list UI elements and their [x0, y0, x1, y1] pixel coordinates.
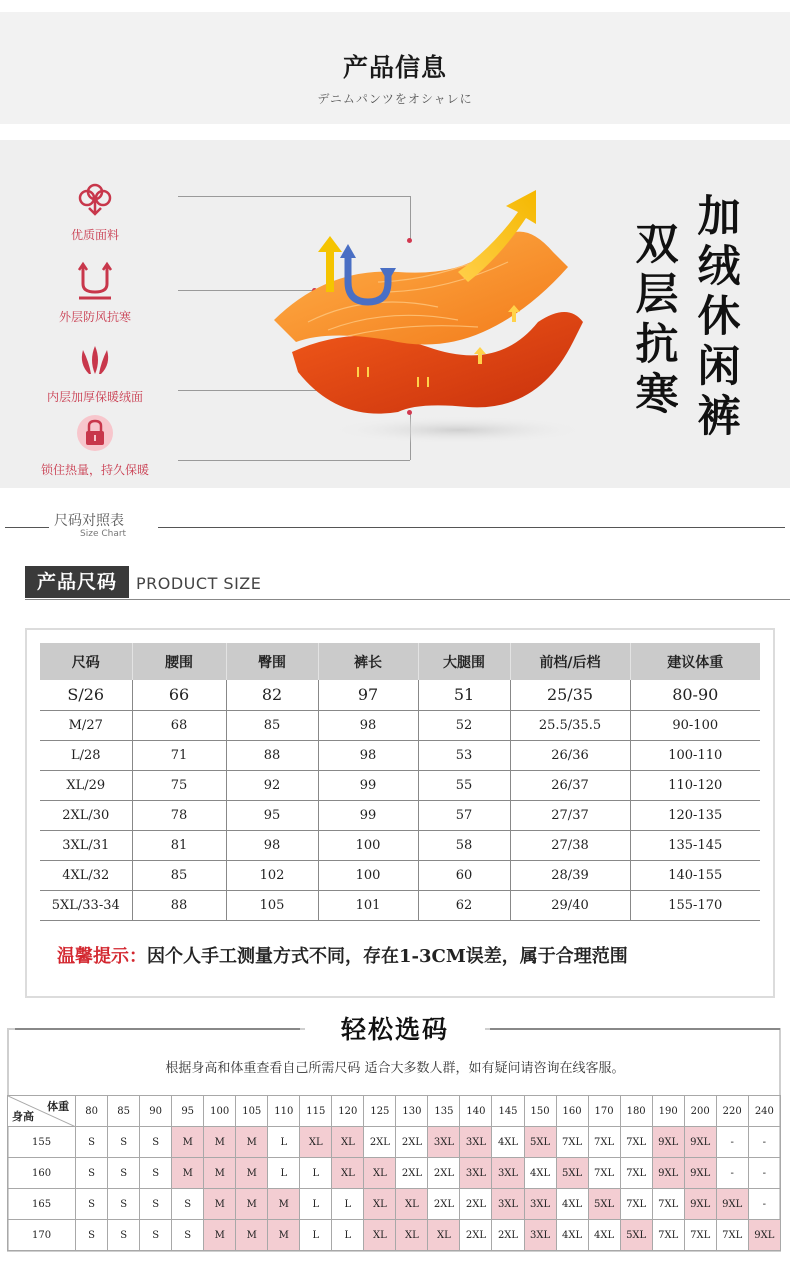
size-recommendation-cell: 7XL: [652, 1189, 684, 1220]
column-header: 腰围: [132, 643, 226, 680]
fabric-layers-illustration: [268, 172, 598, 462]
slogan-fleece-pants: 加 绒 休 闲 裤: [697, 192, 741, 442]
measure-cell: 100: [318, 860, 418, 890]
table-row: [40, 770, 760, 800]
size-recommendation-cell: 5XL: [556, 1158, 588, 1189]
column-header: 尺码: [40, 643, 132, 680]
size-recommendation-cell: L: [300, 1189, 332, 1220]
measure-cell: 110-120: [630, 770, 760, 800]
size-recommendation-cell: 7XL: [620, 1189, 652, 1220]
size-recommendation-cell: 3XL: [428, 1127, 460, 1158]
size-cell: 2XL/30: [40, 800, 132, 830]
product-size-label-cn: 产品尺码: [25, 566, 129, 598]
feature-label: 外层防风抗寒: [58, 310, 131, 324]
measure-cell: 85: [226, 710, 318, 740]
measure-cell: 55: [418, 770, 510, 800]
weight-header: 180: [620, 1096, 652, 1127]
measure-cell: 95: [226, 800, 318, 830]
measure-cell: 71: [132, 740, 226, 770]
measure-cell: 27/38: [510, 830, 630, 860]
divider-line: [158, 527, 785, 528]
measure-cell: 92: [226, 770, 318, 800]
size-recommendation-cell: L: [300, 1220, 332, 1251]
weight-header: 110: [268, 1096, 300, 1127]
weight-header: 240: [748, 1096, 780, 1127]
weight-header: 90: [140, 1096, 172, 1127]
page-title: 产品信息: [342, 53, 447, 82]
table-row: [40, 860, 760, 890]
measure-cell: 101: [318, 890, 418, 920]
measure-cell: 88: [226, 740, 318, 770]
measure-cell: 88: [132, 890, 226, 920]
size-recommendation-cell: XL: [364, 1158, 396, 1189]
weight-header: 95: [172, 1096, 204, 1127]
column-header: 大腿围: [418, 643, 510, 680]
measure-cell: 62: [418, 890, 510, 920]
cotton-icon: [75, 178, 115, 218]
feature-label: 优质面料: [70, 228, 119, 242]
product-info-header: [0, 12, 790, 124]
measure-cell: 105: [226, 890, 318, 920]
column-header: 前档/后档: [510, 643, 630, 680]
measure-cell: 100-110: [630, 740, 760, 770]
table-row: [40, 800, 760, 830]
size-recommendation-cell: S: [108, 1127, 140, 1158]
size-recommendation-cell: XL: [332, 1127, 364, 1158]
weight-header: 85: [108, 1096, 140, 1127]
tip-text: 因个人手工测量方式不同，存在1-3CM误差，属于合理范围: [147, 946, 628, 967]
size-cell: XL/29: [40, 770, 132, 800]
size-recommendation-cell: M: [204, 1220, 236, 1251]
measure-cell: 99: [318, 800, 418, 830]
weight-header: 145: [492, 1096, 524, 1127]
height-row: [8, 1189, 781, 1220]
size-recommendation-cell: 9XL: [652, 1127, 684, 1158]
size-recommendation-cell: 2XL: [428, 1158, 460, 1189]
size-recommendation-cell: 2XL: [492, 1220, 524, 1251]
size-recommendation-cell: S: [108, 1189, 140, 1220]
size-recommendation-cell: 7XL: [716, 1220, 748, 1251]
measure-cell: 97: [318, 680, 418, 710]
weight-header: 220: [716, 1096, 748, 1127]
slogan-double-layer: 双 层 抗 寒: [635, 220, 679, 420]
size-recommendation-cell: 5XL: [588, 1189, 620, 1220]
measure-cell: 90-100: [630, 710, 760, 740]
weight-header: 190: [652, 1096, 684, 1127]
size-recommendation-cell: L: [268, 1158, 300, 1189]
size-recommendation-cell: M: [268, 1189, 300, 1220]
measure-cell: 26/37: [510, 770, 630, 800]
weight-header: 135: [428, 1096, 460, 1127]
product-size-table: [40, 643, 760, 921]
size-recommendation-cell: 2XL: [460, 1220, 492, 1251]
measure-cell: 120-135: [630, 800, 760, 830]
measure-cell: 68: [132, 710, 226, 740]
size-recommendation-cell: 2XL: [428, 1189, 460, 1220]
size-recommendation-cell: 7XL: [588, 1127, 620, 1158]
divider-line: [25, 599, 790, 600]
fleece-icon: [75, 340, 115, 380]
feature-item-fabric: [20, 178, 170, 243]
size-recommendation-cell: S: [172, 1189, 204, 1220]
measure-cell: 58: [418, 830, 510, 860]
size-recommendation-cell: 2XL: [396, 1158, 428, 1189]
height-cell: 165: [8, 1189, 76, 1220]
measure-cell: 100: [318, 830, 418, 860]
height-row: [8, 1127, 781, 1158]
size-recommendation-cell: L: [332, 1189, 364, 1220]
size-recommendation-cell: S: [172, 1220, 204, 1251]
size-recommendation-cell: -: [716, 1127, 748, 1158]
size-recommendation-cell: 5XL: [524, 1127, 556, 1158]
size-recommendation-cell: 4XL: [492, 1127, 524, 1158]
feature-item-fleece: [20, 340, 170, 405]
size-chart-subtitle: Size Chart: [80, 529, 127, 539]
size-recommendation-cell: L: [332, 1220, 364, 1251]
size-recommendation-cell: 2XL: [460, 1189, 492, 1220]
size-recommendation-cell: M: [236, 1189, 268, 1220]
divider-line: [490, 1028, 780, 1030]
size-cell: L/28: [40, 740, 132, 770]
size-cell: M/27: [40, 710, 132, 740]
size-recommendation-cell: S: [108, 1220, 140, 1251]
weight-header: 170: [588, 1096, 620, 1127]
size-recommendation-cell: M: [236, 1220, 268, 1251]
measure-cell: 25.5/35.5: [510, 710, 630, 740]
size-recommendation-cell: S: [76, 1220, 108, 1251]
divider-line: [5, 527, 49, 528]
table-row: [40, 680, 760, 710]
table-header-row: [40, 643, 760, 680]
page-subtitle: デニムパンツをオシャレに: [317, 92, 473, 106]
size-recommendation-cell: 2XL: [364, 1127, 396, 1158]
measure-cell: 98: [226, 830, 318, 860]
height-weight-size-table: [7, 1095, 781, 1251]
weight-header: 160: [556, 1096, 588, 1127]
size-recommendation-cell: S: [76, 1158, 108, 1189]
column-header: 裤长: [318, 643, 418, 680]
size-recommendation-cell: 3XL: [492, 1189, 524, 1220]
feature-label: 锁住热量，持久保暖: [40, 463, 149, 477]
size-recommendation-cell: -: [748, 1189, 780, 1220]
wind-shield-icon: [75, 260, 115, 300]
size-recommendation-cell: 7XL: [556, 1127, 588, 1158]
size-recommendation-cell: M: [204, 1189, 236, 1220]
feature-item-heat-lock: [20, 413, 170, 478]
weight-header: 200: [684, 1096, 716, 1127]
weight-header-row: [8, 1096, 781, 1127]
measure-cell: 155-170: [630, 890, 760, 920]
weight-header: 150: [524, 1096, 556, 1127]
size-recommendation-cell: 7XL: [620, 1127, 652, 1158]
size-recommendation-cell: 7XL: [652, 1220, 684, 1251]
size-recommendation-cell: 9XL: [748, 1220, 780, 1251]
size-recommendation-cell: S: [140, 1189, 172, 1220]
height-cell: 170: [8, 1220, 76, 1251]
size-recommendation-cell: S: [140, 1158, 172, 1189]
measure-cell: 25/35: [510, 680, 630, 710]
size-recommendation-cell: -: [716, 1158, 748, 1189]
size-recommendation-cell: XL: [396, 1220, 428, 1251]
size-recommendation-cell: 9XL: [716, 1189, 748, 1220]
measure-cell: 98: [318, 710, 418, 740]
measure-cell: 51: [418, 680, 510, 710]
measure-cell: 29/40: [510, 890, 630, 920]
size-recommendation-cell: 4XL: [556, 1189, 588, 1220]
size-recommendation-cell: 3XL: [492, 1158, 524, 1189]
size-cell: 5XL/33-34: [40, 890, 132, 920]
size-recommendation-cell: M: [204, 1127, 236, 1158]
size-recommendation-cell: M: [268, 1220, 300, 1251]
table-row: [40, 830, 760, 860]
table-row: [40, 740, 760, 770]
product-size-label-en: PRODUCT SIZE: [136, 574, 262, 593]
size-recommendation-cell: S: [140, 1220, 172, 1251]
measure-cell: 85: [132, 860, 226, 890]
measure-cell: 82: [226, 680, 318, 710]
size-recommendation-cell: 3XL: [524, 1220, 556, 1251]
measure-cell: 27/37: [510, 800, 630, 830]
measure-cell: 81: [132, 830, 226, 860]
size-recommendation-cell: L: [268, 1127, 300, 1158]
height-cell: 160: [8, 1158, 76, 1189]
size-recommendation-cell: 9XL: [652, 1158, 684, 1189]
height-axis-label: 身高: [12, 1110, 34, 1123]
height-row: [8, 1220, 781, 1251]
weight-header: 105: [236, 1096, 268, 1127]
size-cell: 4XL/32: [40, 860, 132, 890]
measure-cell: 28/39: [510, 860, 630, 890]
size-cell: 3XL/31: [40, 830, 132, 860]
column-header: 建议体重: [630, 643, 760, 680]
measure-cell: 60: [418, 860, 510, 890]
lock-icon: [75, 413, 115, 453]
measure-cell: 135-145: [630, 830, 760, 860]
measure-cell: 99: [318, 770, 418, 800]
size-recommendation-cell: XL: [396, 1189, 428, 1220]
size-recommendation-cell: 3XL: [524, 1189, 556, 1220]
size-recommendation-cell: 4XL: [556, 1220, 588, 1251]
size-recommendation-cell: S: [76, 1189, 108, 1220]
column-header: 臀围: [226, 643, 318, 680]
size-recommendation-cell: 9XL: [684, 1189, 716, 1220]
size-recommendation-cell: L: [300, 1158, 332, 1189]
weight-header: 100: [204, 1096, 236, 1127]
size-cell: S/26: [40, 680, 132, 710]
table-row: [40, 890, 760, 920]
easy-select-title: 轻松选码: [305, 1010, 485, 1046]
easy-select-description: 根据身高和体重查看自己所需尺码 适合大多数人群，如有疑问请咨询在线客服。: [165, 1061, 625, 1076]
weight-header: 140: [460, 1096, 492, 1127]
size-recommendation-cell: M: [172, 1127, 204, 1158]
measure-cell: 102: [226, 860, 318, 890]
size-recommendation-cell: XL: [364, 1220, 396, 1251]
size-recommendation-cell: M: [236, 1127, 268, 1158]
measure-cell: 75: [132, 770, 226, 800]
measure-cell: 80-90: [630, 680, 760, 710]
measurement-tip: [57, 942, 628, 968]
size-recommendation-cell: 3XL: [460, 1127, 492, 1158]
measure-cell: 78: [132, 800, 226, 830]
weight-header: 80: [76, 1096, 108, 1127]
measure-cell: 53: [418, 740, 510, 770]
size-recommendation-cell: S: [140, 1127, 172, 1158]
divider-line: [15, 1028, 300, 1030]
measure-cell: 98: [318, 740, 418, 770]
size-recommendation-cell: S: [108, 1158, 140, 1189]
size-recommendation-cell: 7XL: [620, 1158, 652, 1189]
size-recommendation-cell: M: [204, 1158, 236, 1189]
feature-item-windproof: [20, 260, 170, 325]
table-row: [40, 710, 760, 740]
size-recommendation-cell: -: [748, 1127, 780, 1158]
size-recommendation-cell: 2XL: [396, 1127, 428, 1158]
size-recommendation-cell: XL: [300, 1127, 332, 1158]
table-corner-cell: [8, 1096, 76, 1127]
size-recommendation-cell: XL: [364, 1189, 396, 1220]
size-recommendation-cell: 7XL: [684, 1220, 716, 1251]
size-chart-title: 尺码对照表: [54, 513, 124, 529]
measure-cell: 26/36: [510, 740, 630, 770]
measure-cell: 140-155: [630, 860, 760, 890]
weight-header: 115: [300, 1096, 332, 1127]
size-recommendation-cell: 5XL: [620, 1220, 652, 1251]
size-recommendation-cell: 9XL: [684, 1158, 716, 1189]
weight-header: 130: [396, 1096, 428, 1127]
measure-cell: 57: [418, 800, 510, 830]
size-recommendation-cell: XL: [428, 1220, 460, 1251]
size-recommendation-cell: 9XL: [684, 1127, 716, 1158]
size-recommendation-cell: M: [236, 1158, 268, 1189]
size-recommendation-cell: 4XL: [588, 1220, 620, 1251]
weight-header: 125: [364, 1096, 396, 1127]
feature-label: 内层加厚保暖绒面: [46, 390, 143, 404]
weight-header: 120: [332, 1096, 364, 1127]
size-recommendation-cell: M: [172, 1158, 204, 1189]
size-recommendation-cell: -: [748, 1158, 780, 1189]
size-recommendation-cell: 4XL: [524, 1158, 556, 1189]
size-recommendation-cell: XL: [332, 1158, 364, 1189]
height-row: [8, 1158, 781, 1189]
size-recommendation-cell: 3XL: [460, 1158, 492, 1189]
size-recommendation-cell: 7XL: [588, 1158, 620, 1189]
tip-label: 温馨提示：: [57, 946, 147, 967]
measure-cell: 52: [418, 710, 510, 740]
weight-axis-label: 体重: [47, 1100, 70, 1113]
size-recommendation-cell: S: [76, 1127, 108, 1158]
height-cell: 155: [8, 1127, 76, 1158]
measure-cell: 66: [132, 680, 226, 710]
